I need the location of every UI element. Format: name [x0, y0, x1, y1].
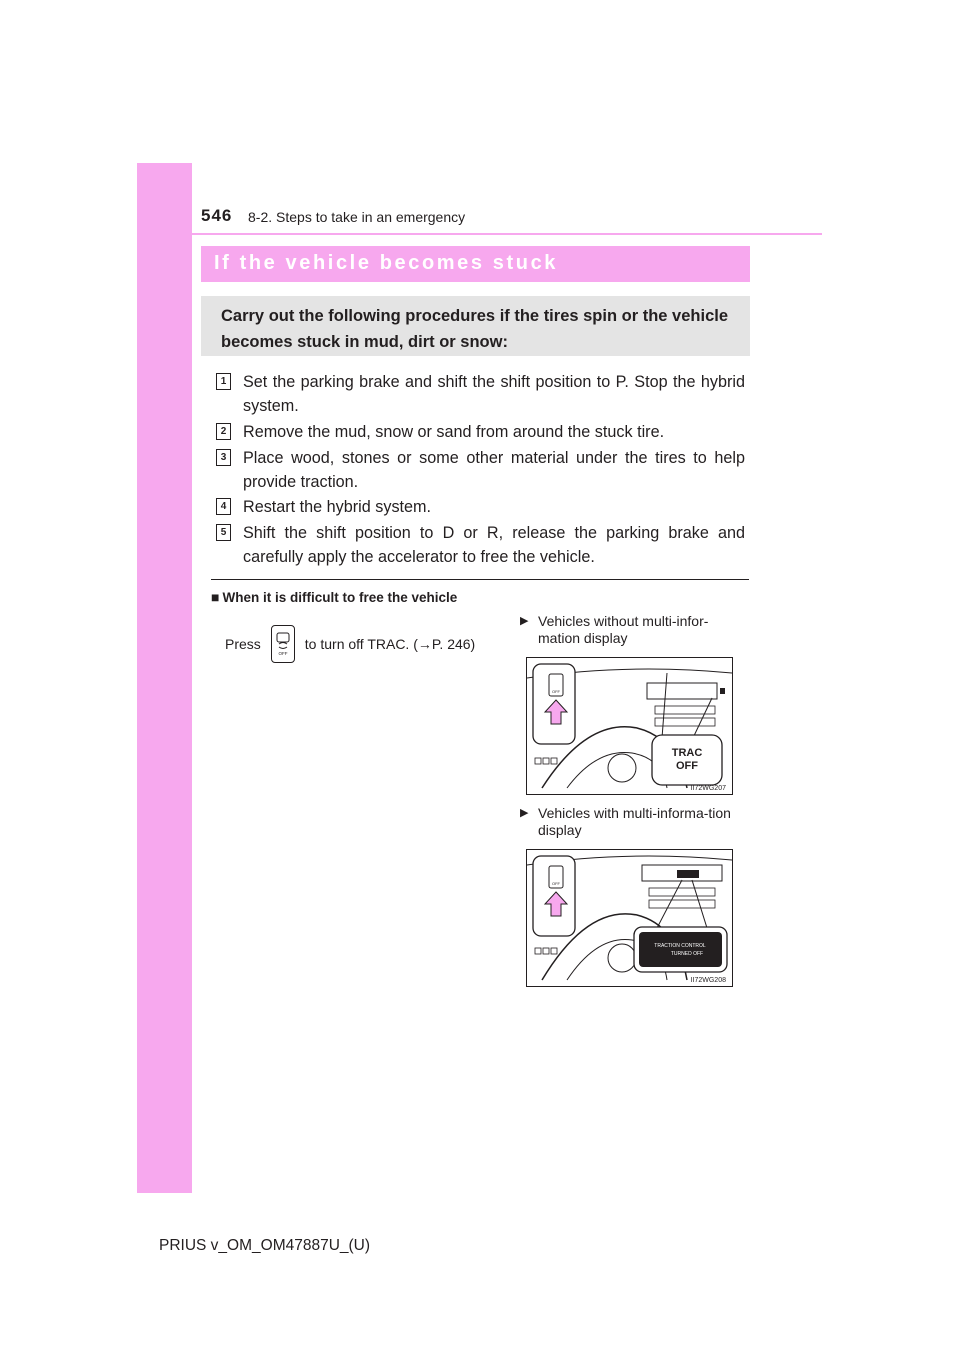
- svg-text:TRACTION CONTROL: TRACTION CONTROL: [654, 943, 706, 949]
- note-bullet: ■: [211, 589, 220, 605]
- icon-off-text: OFF: [278, 651, 288, 656]
- footer-code: PRIUS v_OM_OM47887U_(U): [159, 1237, 371, 1254]
- press-after-text: to turn off TRAC. (→P. 246): [304, 636, 476, 652]
- page-title: If the vehicle becomes stuck: [214, 252, 559, 274]
- step-number: 5: [216, 524, 231, 541]
- figure-button-text: OFF: [552, 689, 560, 694]
- variant-text: Vehicles with multi-informa-tion display: [538, 805, 731, 838]
- step-number: 1: [216, 373, 231, 390]
- section-title: 8-2. Steps to take in an emergency: [248, 209, 466, 225]
- dashboard-illustration: [527, 658, 732, 794]
- arrow-icon: ▶: [520, 807, 529, 819]
- step-number: 3: [216, 449, 231, 466]
- variant-label: [520, 613, 735, 647]
- step-text: Place wood, stones or some other material under the tires to help provide traction.: [243, 449, 745, 491]
- press-text: Press: [225, 636, 261, 652]
- intro-text: Carry out the following procedures if the tires spin or the vehicle becomes stuck in mud, dirt or snow:: [221, 307, 729, 351]
- arrow-icon: ▶: [520, 615, 529, 627]
- press-instruction: [225, 625, 475, 663]
- step-number: 2: [216, 423, 231, 440]
- step-text: Remove the mud, snow or sand from around the stuck tire.: [243, 423, 665, 441]
- note-divider: [211, 579, 749, 580]
- variant-label: [520, 805, 735, 839]
- figure-code: II72WG207: [690, 785, 726, 792]
- step-text: Restart the hybrid system.: [243, 498, 432, 516]
- page-number: 546: [201, 206, 233, 225]
- dashboard-figure: [526, 657, 733, 795]
- note-heading-text: When it is difficult to free the vehicle: [222, 590, 458, 605]
- step-number: 4: [216, 498, 231, 515]
- note-heading: [211, 589, 457, 605]
- svg-text:OFF: OFF: [676, 760, 698, 772]
- intro-box: [201, 296, 750, 356]
- step-text: Shift the shift position to D or R, release the parking brake and carefully apply the accelerator to free the vehicle.: [243, 524, 745, 566]
- dashboard-figure: [526, 849, 733, 987]
- header-divider: [192, 233, 822, 235]
- trac-off-icon: [276, 630, 290, 658]
- title-banner: [201, 246, 750, 282]
- figure-button-text: OFF: [552, 881, 560, 886]
- step-text: Set the parking brake and shift the shift position to P. Stop the hybrid system.: [243, 373, 745, 415]
- variant-text: Vehicles without multi-infor-mation display: [538, 613, 709, 646]
- svg-text:TURNED OFF: TURNED OFF: [670, 951, 704, 957]
- figure-code: II72WG208: [690, 977, 726, 984]
- chapter-sidebar-tab: [137, 163, 192, 1193]
- trac-off-button-icon: [271, 625, 295, 663]
- svg-text:TRAC: TRAC: [671, 747, 703, 759]
- dashboard-illustration: [527, 850, 732, 986]
